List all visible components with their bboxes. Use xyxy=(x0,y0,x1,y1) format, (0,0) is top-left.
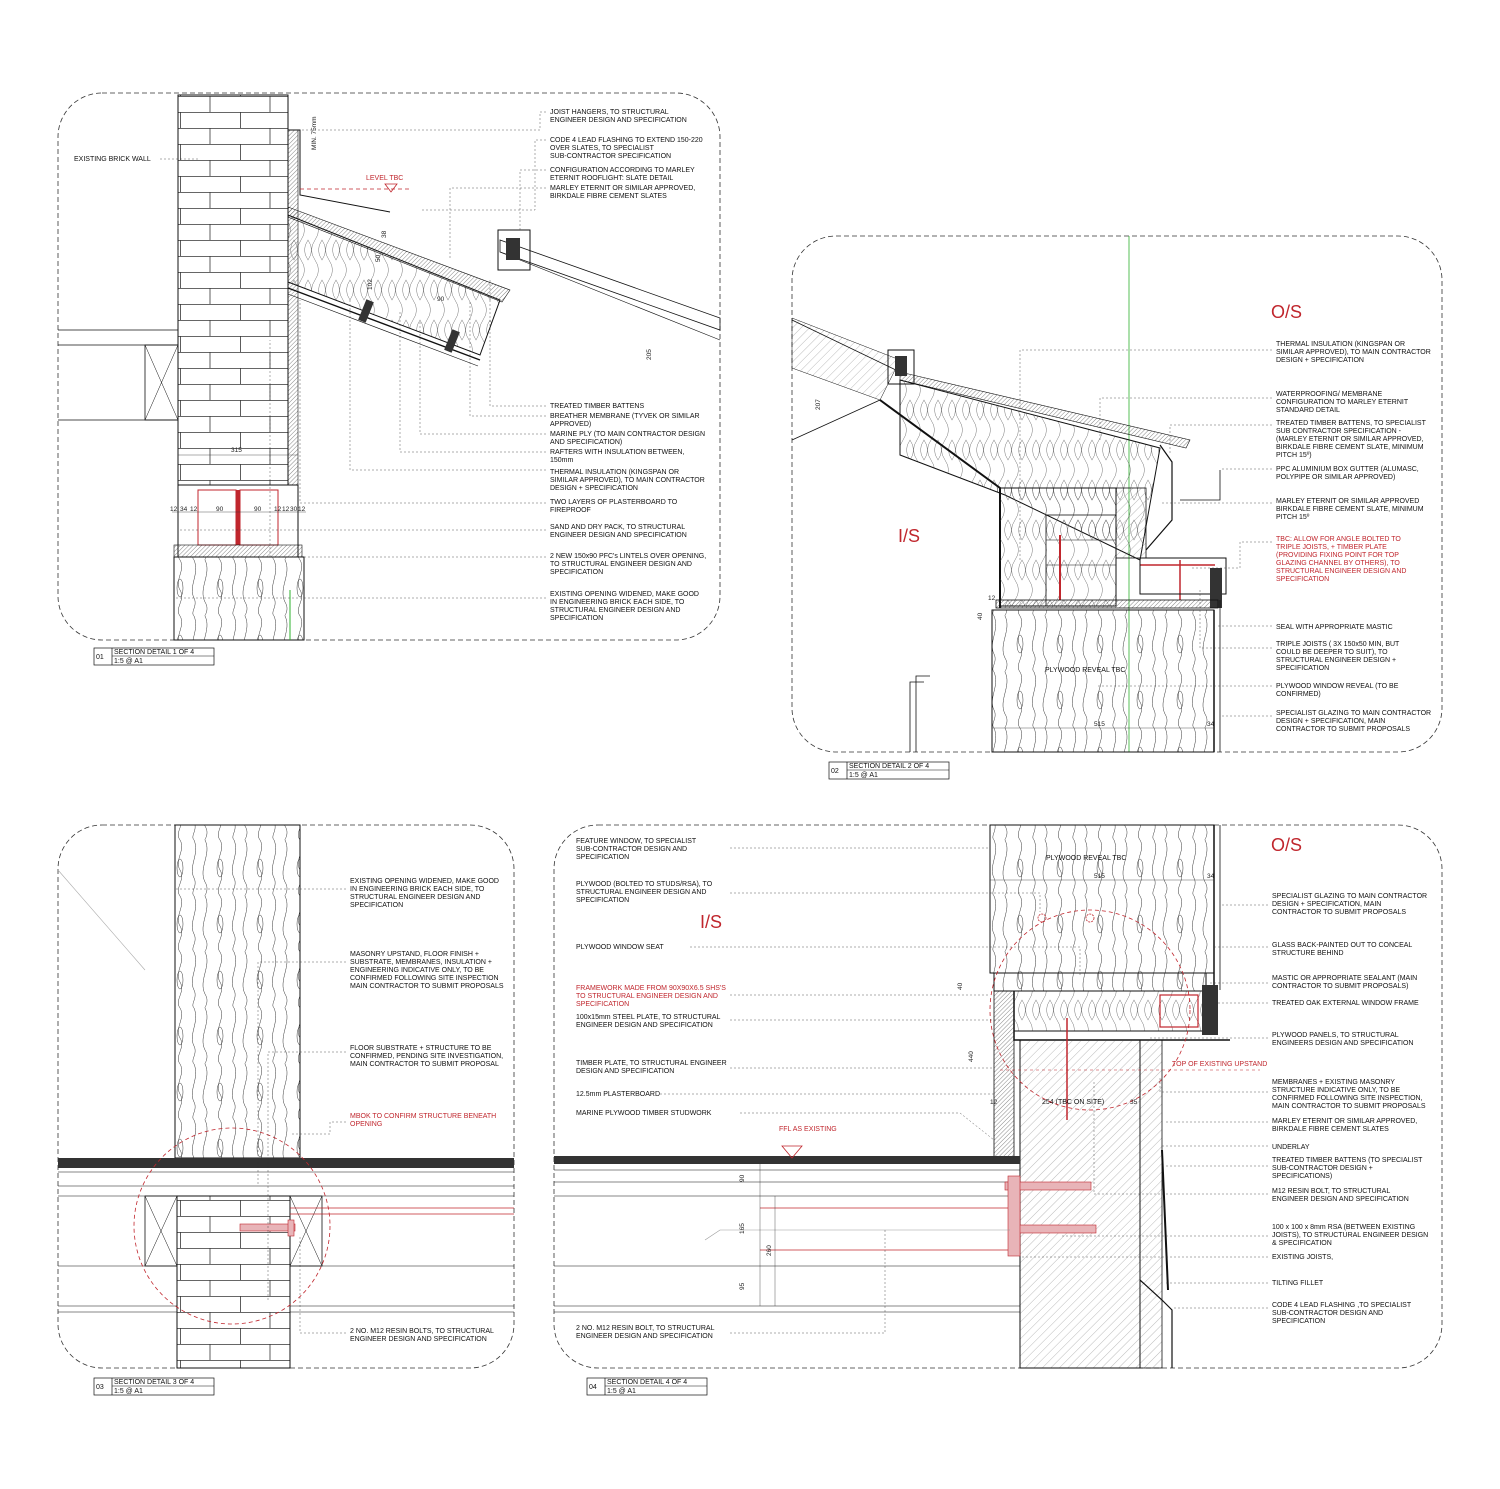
note-line: ENGINEERS DESIGN AND SPECIFICATION xyxy=(1272,1040,1414,1047)
note-line: PLYWOOD PANELS, TO STRUCTURAL xyxy=(1272,1032,1399,1039)
note-line: TO STRUCTURAL ENGINEER DESIGN AND xyxy=(550,561,692,568)
note-line: ENGINEERING INDICATIVE ONLY, TO BE xyxy=(350,967,484,974)
note-line: TILTING FILLET xyxy=(1272,1280,1324,1287)
note-line: SPECIFICATIONS) xyxy=(1272,1173,1333,1180)
note-line: DESIGN + SPECIFICATION, MAIN xyxy=(1272,901,1382,908)
roof-assembly-d1 xyxy=(288,130,720,366)
existing-brick-wall xyxy=(178,95,288,485)
plywood-reveal-d4 xyxy=(990,825,1214,973)
note-line: CONFIGURATION TO MARLEY ETERNIT xyxy=(1276,399,1409,406)
plywood-reveal-tbc-label: PLYWOOD REVEAL TBC xyxy=(1046,855,1127,862)
detail-04 xyxy=(554,825,1442,1395)
note-line: PPC ALUMINIUM BOX GUTTER (ALUMASC, xyxy=(1276,466,1419,473)
note-line: GLASS BACK-PAINTED OUT TO CONCEAL xyxy=(1272,942,1413,949)
note-line: FLOOR SUBSTRATE + STRUCTURE TO BE xyxy=(350,1045,492,1052)
note-line: BIRKDALE FIBRE CEMENT SLATE, MINIMUM xyxy=(1276,444,1424,451)
title-scale: 1:5 @ A1 xyxy=(849,772,878,779)
red-note-line: TBC: ALLOW FOR ANGLE BOLTED TO xyxy=(1276,536,1401,543)
note-line: SUB CONTRACTOR SPECIFICATION - xyxy=(1276,428,1401,435)
note-line: ETERNIT ROOFLIGHT: SLATE DETAIL xyxy=(550,175,674,182)
note-line: FIREPROOF xyxy=(550,507,591,514)
ffl-label: FFL AS EXISTING xyxy=(779,1126,837,1133)
red-note-line: TRIPLE JOISTS, + TIMBER PLATE xyxy=(1276,544,1387,551)
title-scale: 1:5 @ A1 xyxy=(114,1388,143,1395)
note-line: 100 x 100 x 8mm RSA (BETWEEN EXISTING xyxy=(1272,1224,1416,1231)
dim-label: 30 xyxy=(290,506,298,513)
note-line: MARINE PLYWOOD TIMBER STUDWORK xyxy=(576,1110,712,1117)
red-note-line: FRAMEWORK MADE FROM 90X90X6.5 SHS'S xyxy=(576,985,726,992)
note-line: TRIPLE JOISTS ( 3X 150x50 MIN, BUT xyxy=(1276,641,1400,648)
note-line: MAIN CONTRACTOR TO SUBMIT PROPOSALS xyxy=(350,983,504,990)
note-line: 12.5mm PLASTERBOARD xyxy=(576,1091,661,1098)
note-line: JOISTS), TO STRUCTURAL ENGINEER DESIGN xyxy=(1272,1232,1429,1239)
plywood-reveal-tbc-label: PLYWOOD REVEAL TBC xyxy=(1045,667,1126,674)
dim-label: 315 xyxy=(231,447,242,454)
note-line: BIRKDALE FIBRE CEMENT SLATES xyxy=(1272,1126,1389,1133)
note-line: SPECIALIST GLAZING TO MAIN CONTRACTOR xyxy=(1272,893,1428,900)
title-main: SECTION DETAIL 1 OF 4 xyxy=(114,649,195,656)
inside-label-d2: I/S xyxy=(898,526,921,546)
note-line: SUB-CONTRACTOR DESIGN AND xyxy=(576,846,688,853)
dim-label: MIN. 75mm xyxy=(311,116,318,150)
red-note-line: TO STRUCTURAL ENGINEER DESIGN AND xyxy=(576,993,718,1000)
note-line: TREATED OAK EXTERNAL WINDOW FRAME xyxy=(1272,1000,1419,1007)
note-line: (MARLEY ETERNIT OR SIMILAR APPROVED, xyxy=(1276,436,1424,443)
note-line: TWO LAYERS OF PLASTERBOARD TO xyxy=(550,499,678,506)
red-note-line: OPENING xyxy=(350,1121,383,1128)
dim-label: 34 xyxy=(180,506,188,513)
note-line: MAIN CONTRACTOR TO SUBMIT PROPOSALS xyxy=(1272,1103,1426,1110)
note-line: MARINE PLY (TO MAIN CONTRACTOR DESIGN xyxy=(550,431,706,438)
dim-label: 90 xyxy=(216,506,224,513)
dim-label: 440 xyxy=(968,1051,975,1062)
dim-label: 38 xyxy=(381,230,388,238)
note-line: SPECIFICATION xyxy=(576,897,630,904)
note-line: PITCH 15º) xyxy=(1276,452,1312,459)
dim-label: 34 xyxy=(1207,873,1215,880)
note-line: MARLEY ETERNIT OR SIMILAR APPROVED xyxy=(1276,498,1420,505)
note-line: IN ENGINEERING BRICK EACH SIDE, TO xyxy=(350,886,485,893)
note-line: MARLEY ETERNIT OR SIMILAR APPROVED, xyxy=(550,185,696,192)
dim-label: 12 xyxy=(274,506,282,513)
note-line: DESIGN + SPECIFICATION, MAIN xyxy=(1276,718,1386,725)
detail-01 xyxy=(58,93,720,665)
note-line: SUBSTRATE, MEMBRANES, INSULATION + xyxy=(350,959,492,966)
note-line: 150mm xyxy=(550,457,574,464)
dim-label: 50 xyxy=(375,254,382,262)
note-line: SPECIFICATION xyxy=(1272,1318,1326,1325)
note-line: PITCH 15º xyxy=(1276,514,1310,521)
note-line: TREATED TIMBER BATTENS xyxy=(550,403,645,410)
red-note-line: STRUCTURAL ENGINEER DESIGN AND xyxy=(1276,568,1407,575)
note-line: STRUCTURAL ENGINEER DESIGN AND xyxy=(350,894,481,901)
dim-label: 90 xyxy=(437,296,445,303)
note-line: ENGINEER DESIGN AND SPECIFICATION xyxy=(550,117,687,124)
note-line: M12 RESIN BOLT, TO STRUCTURAL xyxy=(1272,1188,1391,1195)
note-line: SUB-CONTRACTOR DESIGN AND xyxy=(1272,1310,1384,1317)
note-line: DESIGN + SPECIFICATION xyxy=(1276,357,1364,364)
title-block-d4 xyxy=(587,1378,707,1395)
note-line: CONFIRMED FOLLOWING SITE INSPECTION xyxy=(350,975,499,982)
title-number: 04 xyxy=(589,1384,597,1391)
note-line: ENGINEER DESIGN AND SPECIFICATION xyxy=(576,1022,713,1029)
note-line: CONFIRMED FOLLOWING SITE INSPECTION, xyxy=(1272,1095,1423,1102)
floor-finish-d4 xyxy=(554,1156,1020,1164)
note-line: ENGINEER DESIGN AND SPECIFICATION xyxy=(1272,1196,1409,1203)
note-line: TIMBER PLATE, TO STRUCTURAL ENGINEER xyxy=(576,1060,727,1067)
red-note-line: GLAZING CHANNEL BY OTHERS), TO xyxy=(1276,560,1400,567)
note-line: UNDERLAY xyxy=(1272,1144,1310,1151)
note-line: CONFIRMED, PENDING SITE INVESTIGATION, xyxy=(350,1053,504,1060)
notes-d3 xyxy=(350,878,504,1343)
note-line: CONTRACTOR TO SUBMIT PROPOSALS xyxy=(1272,909,1407,916)
note-line: TREATED TIMBER BATTENS, TO SPECIALIST xyxy=(1276,420,1426,427)
dim-label: 34 xyxy=(1207,721,1215,728)
masonry-upstand-d3 xyxy=(177,1196,290,1368)
outside-label-d4: O/S xyxy=(1271,835,1303,855)
floor-finish-d3 xyxy=(58,1158,514,1168)
title-scale: 1:5 @ A1 xyxy=(607,1388,636,1395)
top-of-upstand-label: TOP OF EXISTING UPSTAND xyxy=(1172,1061,1268,1068)
note-line: CODE 4 LEAD FLASHING TO EXTEND 150-220 xyxy=(550,137,703,144)
note-line: 100x15mm STEEL PLATE, TO STRUCTURAL xyxy=(576,1014,721,1021)
note-line: DESIGN AND SPECIFICATION xyxy=(576,1068,675,1075)
dim-label: 515 xyxy=(1094,721,1105,728)
note-line: TREATED TIMBER BATTENS (TO SPECIALIST xyxy=(1272,1157,1423,1164)
note-line: RAFTERS WITH INSULATION BETWEEN, xyxy=(550,449,685,456)
dim-label: 12 xyxy=(170,506,178,513)
masonry-upstand-d4 xyxy=(1020,1040,1140,1368)
dim-label: 12 xyxy=(988,595,996,602)
note-line: CONTRACTOR TO SUBMIT PROPOSALS xyxy=(1276,726,1411,733)
title-block-d1 xyxy=(94,648,214,665)
note-line: ENGINEER DESIGN AND SPECIFICATION xyxy=(550,532,687,539)
title-block-d3 xyxy=(94,1378,214,1395)
note-line: BIRKDALE FIBRE CEMENT SLATE, MINIMUM xyxy=(1276,506,1424,513)
note-line: CONFIGURATION ACCORDING TO MARLEY xyxy=(550,167,695,174)
note-line: 2 NEW 150x90 PFC's LINTELS OVER OPENING, xyxy=(550,553,707,560)
note-line: CODE 4 LEAD FLASHING ,TO SPECIALIST xyxy=(1272,1302,1412,1309)
dim-label: 12 xyxy=(282,506,290,513)
dim-label: 12 xyxy=(298,506,306,513)
detail-02 xyxy=(792,236,1442,779)
note-line: SPECIALIST GLAZING TO MAIN CONTRACTOR xyxy=(1276,710,1432,717)
note-line: MEMBRANES + EXISTING MASONRY xyxy=(1272,1079,1395,1086)
title-block-d2 xyxy=(829,762,949,779)
note-line: 2 NO. M12 RESIN BOLT, TO STRUCTURAL xyxy=(576,1325,715,1332)
note-line: IN ENGINEERING BRICK EACH SIDE, TO xyxy=(550,599,685,606)
red-note-line: MBOK TO CONFIRM STRUCTURE BENEATH xyxy=(350,1113,497,1120)
note-line: STRUCTURE INDICATIVE ONLY, TO BE xyxy=(1272,1087,1401,1094)
title-scale: 1:5 @ A1 xyxy=(114,658,143,665)
note-line: SUB-CONTRACTOR SPECIFICATION xyxy=(550,153,672,160)
note-line: DESIGN + SPECIFICATION xyxy=(550,485,638,492)
note-line: SPECIFICATION xyxy=(550,569,604,576)
notes-d4-right xyxy=(1272,893,1428,1325)
tbc-on-site-label: 254 (TBC ON SITE) xyxy=(1042,1099,1105,1106)
roof-assembly-d2 xyxy=(792,318,1226,608)
plywood-reveal-d2 xyxy=(992,610,1214,752)
note-line: AND SPECIFICATION) xyxy=(550,439,623,446)
dim-label: 260 xyxy=(766,1245,773,1256)
dim-label: 90 xyxy=(254,506,262,513)
title-number: 01 xyxy=(96,654,104,661)
dim-label: 40 xyxy=(977,612,984,620)
note-line: CONTRACTOR TO SUBMIT PROPOSALS) xyxy=(1272,983,1409,990)
note-line: STANDARD DETAIL xyxy=(1276,407,1340,414)
dim-label: 95 xyxy=(739,1282,746,1290)
dim-label: 205 xyxy=(646,349,653,360)
red-note-line: SPECIFICATION xyxy=(576,1001,630,1008)
note-line: MASTIC OR APPROPRIATE SEALANT (MAIN xyxy=(1272,975,1418,982)
note-line: STRUCTURAL ENGINEER DESIGN AND xyxy=(576,889,707,896)
note-line: SEAL WITH APPROPRIATE MASTIC xyxy=(1276,624,1393,631)
inside-label-d4: I/S xyxy=(700,912,723,932)
red-note-line: (PROVIDING FIXING POINT FOR TOP xyxy=(1276,552,1399,559)
note-line: PLYWOOD (BOLTED TO STUDS/RSA), TO xyxy=(576,881,713,888)
note-line: APPROVED) xyxy=(550,421,592,428)
note-line: WATERPROOFING/ MEMBRANE xyxy=(1276,391,1383,398)
timber-reveal-d3 xyxy=(175,825,300,1158)
note-line: THERMAL INSULATION (KINGSPAN OR xyxy=(1276,341,1405,348)
note-line: ENGINEER DESIGN AND SPECIFICATION xyxy=(576,1333,713,1340)
note-line: SPECIFICATION xyxy=(576,854,630,861)
note-line: CONFIRMED) xyxy=(1276,691,1321,698)
red-note-line: SPECIFICATION xyxy=(1276,576,1330,583)
notes-d2 xyxy=(1276,341,1431,733)
note-line: SUB-CONTRACTOR DESIGN + xyxy=(1272,1165,1373,1172)
detail-03 xyxy=(58,825,514,1395)
note-line: & SPECIFICATION xyxy=(1272,1240,1332,1247)
note-line: STRUCTURAL ENGINEER DESIGN + xyxy=(1276,657,1397,664)
dim-label: 40 xyxy=(957,982,964,990)
level-tbc-label: LEVEL TBC xyxy=(366,175,404,182)
note-line: SPECIFICATION xyxy=(1276,665,1330,672)
note-line: BIRKDALE FIBRE CEMENT SLATES xyxy=(550,193,667,200)
timber-reveal-d1 xyxy=(174,557,304,640)
dim-label: 515 xyxy=(1094,873,1105,880)
title-main: SECTION DETAIL 4 OF 4 xyxy=(607,1379,688,1386)
note-line: SIMILAR APPROVED), TO MAIN CONTRACTOR xyxy=(1276,349,1431,356)
note-line: COULD BE DEEPER TO SUIT), TO xyxy=(1276,649,1388,656)
note-line: STRUCTURAL ENGINEER DESIGN AND xyxy=(550,607,681,614)
dim-label: 90 xyxy=(739,1174,746,1182)
note-line: 2 NO. M12 RESIN BOLTS, TO STRUCTURAL xyxy=(350,1328,494,1335)
note-line: THERMAL INSULATION (KINGSPAN OR xyxy=(550,469,679,476)
note-line: SAND AND DRY PACK, TO STRUCTURAL xyxy=(550,524,686,531)
note-line: FEATURE WINDOW, TO SPECIALIST xyxy=(576,838,697,845)
note-line: MASONRY UPSTAND, FLOOR FINISH + xyxy=(350,951,479,958)
note-line: JOIST HANGERS, TO STRUCTURAL xyxy=(550,109,669,116)
dim-label: 12 xyxy=(990,1099,998,1106)
note-line: EXISTING OPENING WIDENED, MAKE GOOD xyxy=(350,878,499,885)
note-line: POLYPIPE OR SIMILAR APPROVED) xyxy=(1276,474,1396,481)
dim-label: 207 xyxy=(815,399,822,410)
title-main: SECTION DETAIL 3 OF 4 xyxy=(114,1379,195,1386)
title-main: SECTION DETAIL 2 OF 4 xyxy=(849,763,930,770)
note-line: SPECIFICATION xyxy=(550,615,604,622)
notes-d1 xyxy=(550,109,706,622)
title-number: 03 xyxy=(96,1384,104,1391)
note-line: OVER SLATES, TO SPECIALIST xyxy=(550,145,654,152)
dim-label: 12 xyxy=(190,506,198,513)
note-line: ENGINEER DESIGN AND SPECIFICATION xyxy=(350,1336,487,1343)
dim-label: 35 xyxy=(1130,1099,1138,1106)
note-line: SIMILAR APPROVED), TO MAIN CONTRACTOR xyxy=(550,477,705,484)
note-line: MAIN CONTRACTOR TO SUBMIT PROPOSAL xyxy=(350,1061,499,1068)
dim-label: 102 xyxy=(367,279,374,290)
note-line: SPECIFICATION xyxy=(350,902,404,909)
note-line: EXISTING OPENING WIDENED, MAKE GOOD xyxy=(550,591,699,598)
existing-brick-wall-label: EXISTING BRICK WALL xyxy=(74,156,151,163)
outside-label-d2: O/S xyxy=(1271,302,1303,322)
note-line: BREATHER MEMBRANE (TYVEK OR SIMILAR xyxy=(550,413,700,420)
note-line: PLYWOOD WINDOW REVEAL (TO BE xyxy=(1276,683,1399,690)
note-line: PLYWOOD WINDOW SEAT xyxy=(576,944,664,951)
dim-label: 165 xyxy=(739,1223,746,1234)
note-line: STRUCTURE BEHIND xyxy=(1272,950,1344,957)
note-line: MARLEY ETERNIT OR SIMILAR APPROVED, xyxy=(1272,1118,1418,1125)
title-number: 02 xyxy=(831,768,839,775)
note-line: EXISTING JOISTS, xyxy=(1272,1254,1334,1261)
